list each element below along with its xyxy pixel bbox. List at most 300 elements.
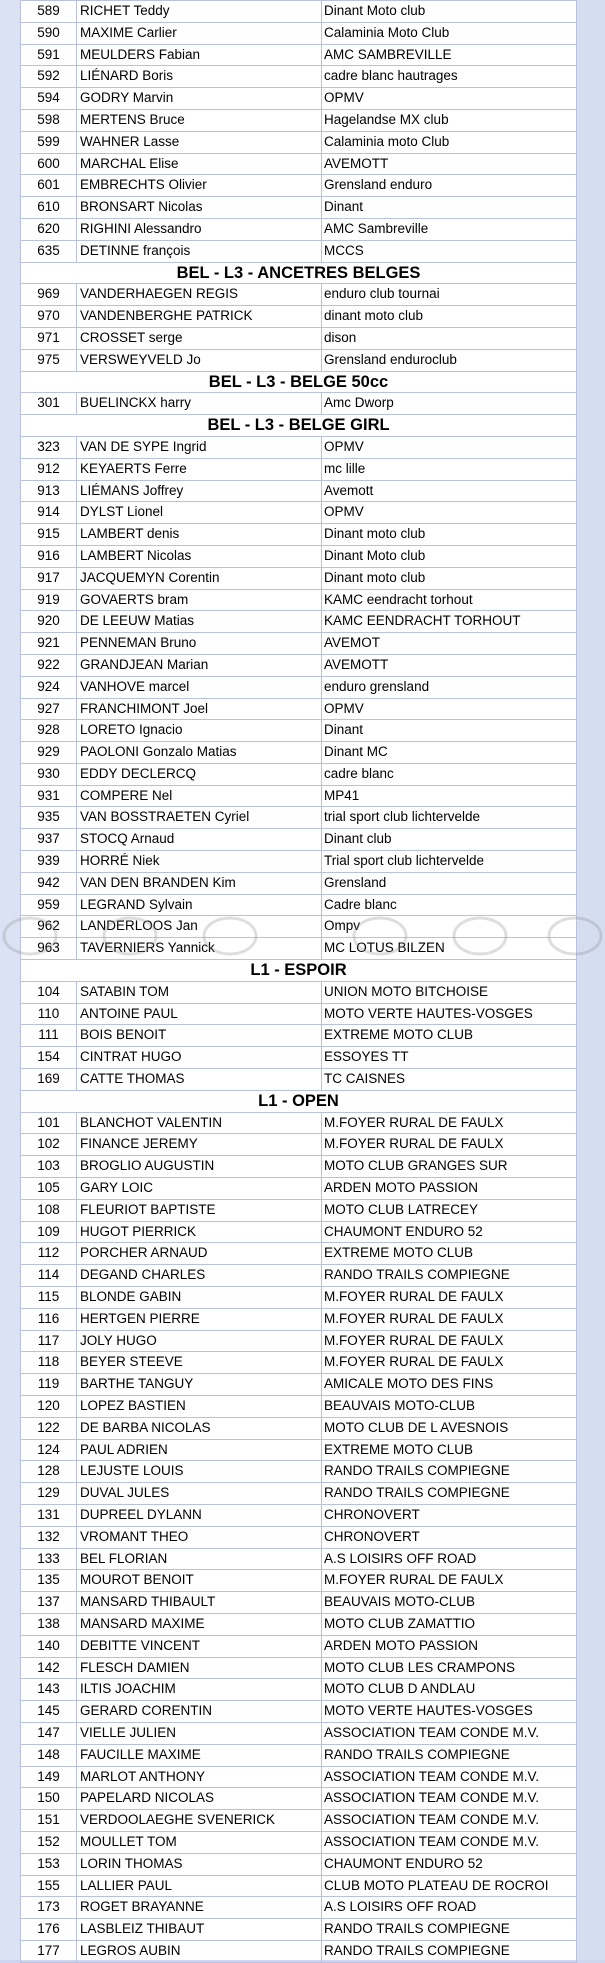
- table-row: [21, 872, 577, 894]
- rider-number: 598: [21, 109, 77, 131]
- rider-club: M.FOYER RURAL DE FAULX: [322, 1308, 577, 1330]
- rider-name: BEYER STEEVE: [77, 1352, 322, 1374]
- rider-name: VROMANT THEO: [77, 1526, 322, 1548]
- rider-club: Dinant: [322, 720, 577, 742]
- rider-club: AMC Sambreville: [322, 218, 577, 240]
- rider-number: 915: [21, 524, 77, 546]
- rider-number: 963: [21, 938, 77, 960]
- rider-name: BOIS BENOIT: [77, 1025, 322, 1047]
- rider-club: Cadre blanc: [322, 894, 577, 916]
- rider-club: M.FOYER RURAL DE FAULX: [322, 1570, 577, 1592]
- rider-number: 128: [21, 1461, 77, 1483]
- rider-name: LAMBERT Nicolas: [77, 545, 322, 567]
- table-row: [21, 1243, 577, 1265]
- table-row: [21, 1417, 577, 1439]
- rider-club: enduro club tournai: [322, 284, 577, 306]
- rider-club: A.S LOISIRS OFF ROAD: [322, 1548, 577, 1570]
- rider-club: M.FOYER RURAL DE FAULX: [322, 1330, 577, 1352]
- results-body: [21, 1, 577, 1963]
- table-row: [21, 1330, 577, 1352]
- rider-name: DUPREEL DYLANN: [77, 1504, 322, 1526]
- rider-number: 962: [21, 916, 77, 938]
- rider-name: VERDOOLAEGHE SVENERICK: [77, 1810, 322, 1832]
- rider-name: HERTGEN PIERRE: [77, 1308, 322, 1330]
- rider-number: 104: [21, 981, 77, 1003]
- rider-club: RANDO TRAILS COMPIEGNE: [322, 1461, 577, 1483]
- table-row: [21, 981, 577, 1003]
- rider-number: 601: [21, 175, 77, 197]
- table-row: [21, 1831, 577, 1853]
- rider-number: 153: [21, 1853, 77, 1875]
- table-row: [21, 1352, 577, 1374]
- rider-number: 920: [21, 611, 77, 633]
- rider-club: Dinant moto club: [322, 567, 577, 589]
- rider-club: MCCS: [322, 240, 577, 262]
- table-row: [21, 1003, 577, 1025]
- rider-club: dison: [322, 327, 577, 349]
- rider-name: ILTIS JOACHIM: [77, 1679, 322, 1701]
- table-row: [21, 327, 577, 349]
- rider-name: GARY LOIC: [77, 1178, 322, 1200]
- left-margin: [0, 0, 20, 1960]
- rider-number: 142: [21, 1657, 77, 1679]
- section-title: BEL - L3 - ANCETRES BELGES: [21, 262, 577, 284]
- rider-number: 151: [21, 1810, 77, 1832]
- rider-club: EXTREME MOTO CLUB: [322, 1243, 577, 1265]
- rider-name: VANDERHAEGEN REGIS: [77, 284, 322, 306]
- table-row: [21, 1548, 577, 1570]
- table-row: [21, 1156, 577, 1178]
- rider-club: RANDO TRAILS COMPIEGNE: [322, 1940, 577, 1962]
- table-row: [21, 1919, 577, 1941]
- table-row: [21, 1047, 577, 1069]
- rider-name: MANSARD MAXIME: [77, 1613, 322, 1635]
- rider-name: CATTE THOMAS: [77, 1069, 322, 1091]
- rider-club: MP41: [322, 785, 577, 807]
- rider-name: HORRÉ Niek: [77, 851, 322, 873]
- rider-club: Amc Dworp: [322, 393, 577, 415]
- rider-club: CHAUMONT ENDURO 52: [322, 1853, 577, 1875]
- table-row: [21, 1613, 577, 1635]
- rider-club: Dinant Moto club: [322, 545, 577, 567]
- table-row: [21, 589, 577, 611]
- rider-name: TAVERNIERS Yannick: [77, 938, 322, 960]
- table-row: [21, 1810, 577, 1832]
- rider-name: FRANCHIMONT Joel: [77, 698, 322, 720]
- rider-name: BEL FLORIAN: [77, 1548, 322, 1570]
- rider-club: RANDO TRAILS COMPIEGNE: [322, 1483, 577, 1505]
- rider-number: 119: [21, 1374, 77, 1396]
- rider-name: LORETO Ignacio: [77, 720, 322, 742]
- table-row: [21, 1221, 577, 1243]
- rider-club: BEAUVAIS MOTO-CLUB: [322, 1396, 577, 1418]
- rider-name: VANHOVE marcel: [77, 676, 322, 698]
- rider-club: Dinant moto club: [322, 524, 577, 546]
- rider-name: PORCHER ARNAUD: [77, 1243, 322, 1265]
- rider-number: 132: [21, 1526, 77, 1548]
- table-row: [21, 240, 577, 262]
- rider-name: BLONDE GABIN: [77, 1287, 322, 1309]
- table-row: [21, 131, 577, 153]
- rider-name: BROGLIO AUGUSTIN: [77, 1156, 322, 1178]
- rider-number: 970: [21, 306, 77, 328]
- rider-name: CINTRAT HUGO: [77, 1047, 322, 1069]
- table-row: [21, 807, 577, 829]
- rider-club: Grensland: [322, 872, 577, 894]
- rider-club: cadre blanc: [322, 763, 577, 785]
- table-row: [21, 1592, 577, 1614]
- rider-club: dinant moto club: [322, 306, 577, 328]
- rider-name: LORIN THOMAS: [77, 1853, 322, 1875]
- rider-name: BUELINCKX harry: [77, 393, 322, 415]
- section-header-row: [21, 371, 577, 393]
- rider-name: MOULLET TOM: [77, 1831, 322, 1853]
- rider-number: 971: [21, 327, 77, 349]
- rider-number: 928: [21, 720, 77, 742]
- rider-name: RIGHINI Alessandro: [77, 218, 322, 240]
- table-row: [21, 1069, 577, 1091]
- table-row: [21, 1853, 577, 1875]
- table-row: [21, 698, 577, 720]
- table-row: [21, 1657, 577, 1679]
- rider-club: UNION MOTO BITCHOISE: [322, 981, 577, 1003]
- rider-name: FAUCILLE MAXIME: [77, 1744, 322, 1766]
- rider-number: 101: [21, 1112, 77, 1134]
- table-row: [21, 1461, 577, 1483]
- section-title: BEL - L3 - BELGE GIRL: [21, 415, 577, 437]
- rider-number: 138: [21, 1613, 77, 1635]
- rider-name: BRONSART Nicolas: [77, 197, 322, 219]
- rider-name: LAMBERT denis: [77, 524, 322, 546]
- rider-number: 117: [21, 1330, 77, 1352]
- rider-number: 169: [21, 1069, 77, 1091]
- rider-club: Dinant MC: [322, 742, 577, 764]
- table-row: [21, 1134, 577, 1156]
- rider-club: MOTO VERTE HAUTES-VOSGES: [322, 1003, 577, 1025]
- rider-number: 937: [21, 829, 77, 851]
- rider-number: 111: [21, 1025, 77, 1047]
- table-row: [21, 1722, 577, 1744]
- table-row: [21, 44, 577, 66]
- rider-club: ASSOCIATION TEAM CONDE M.V.: [322, 1766, 577, 1788]
- rider-name: EDDY DECLERCQ: [77, 763, 322, 785]
- rider-number: 122: [21, 1417, 77, 1439]
- section-header-row: [21, 262, 577, 284]
- table-row: [21, 1178, 577, 1200]
- table-row: [21, 916, 577, 938]
- rider-club: OPMV: [322, 436, 577, 458]
- table-row: [21, 1570, 577, 1592]
- rider-number: 939: [21, 851, 77, 873]
- table-row: [21, 218, 577, 240]
- rider-club: OPMV: [322, 502, 577, 524]
- rider-number: 124: [21, 1439, 77, 1461]
- rider-name: DYLST Lionel: [77, 502, 322, 524]
- rider-name: LEGROS AUBIN: [77, 1940, 322, 1962]
- rider-number: 924: [21, 676, 77, 698]
- table-row: [21, 1504, 577, 1526]
- rider-name: LIÉNARD Boris: [77, 66, 322, 88]
- rider-name: VIELLE JULIEN: [77, 1722, 322, 1744]
- rider-name: FLEURIOT BAPTISTE: [77, 1199, 322, 1221]
- rider-name: DETINNE françois: [77, 240, 322, 262]
- rider-name: LOPEZ BASTIEN: [77, 1396, 322, 1418]
- right-margin: [577, 0, 605, 1960]
- rider-club: A.S LOISIRS OFF ROAD: [322, 1897, 577, 1919]
- rider-name: VAN DE SYPE Ingrid: [77, 436, 322, 458]
- rider-number: 118: [21, 1352, 77, 1374]
- rider-number: 917: [21, 567, 77, 589]
- rider-number: 975: [21, 349, 77, 371]
- rider-club: MOTO CLUB LATRECEY: [322, 1199, 577, 1221]
- rider-name: RICHET Teddy: [77, 1, 322, 23]
- table-row: [21, 545, 577, 567]
- rider-number: 589: [21, 1, 77, 23]
- rider-name: DEBITTE VINCENT: [77, 1635, 322, 1657]
- table-row: [21, 1788, 577, 1810]
- rider-number: 930: [21, 763, 77, 785]
- rider-club: M.FOYER RURAL DE FAULX: [322, 1134, 577, 1156]
- rider-club: ASSOCIATION TEAM CONDE M.V.: [322, 1831, 577, 1853]
- table-row: [21, 480, 577, 502]
- rider-club: AMICALE MOTO DES FINS: [322, 1374, 577, 1396]
- rider-club: EXTREME MOTO CLUB: [322, 1439, 577, 1461]
- rider-name: GOVAERTS bram: [77, 589, 322, 611]
- rider-club: trial sport club lichtervelde: [322, 807, 577, 829]
- table-row: [21, 1265, 577, 1287]
- rider-number: 149: [21, 1766, 77, 1788]
- rider-name: DE LEEUW Matias: [77, 611, 322, 633]
- rider-club: ARDEN MOTO PASSION: [322, 1178, 577, 1200]
- rider-number: 147: [21, 1722, 77, 1744]
- rider-number: 110: [21, 1003, 77, 1025]
- table-row: [21, 1875, 577, 1897]
- rider-number: 176: [21, 1919, 77, 1941]
- table-row: [21, 502, 577, 524]
- table-row: [21, 938, 577, 960]
- rider-number: 148: [21, 1744, 77, 1766]
- rider-number: 935: [21, 807, 77, 829]
- rider-club: AVEMOT: [322, 633, 577, 655]
- rider-name: LIÉMANS Joffrey: [77, 480, 322, 502]
- table-row: [21, 742, 577, 764]
- rider-number: 140: [21, 1635, 77, 1657]
- table-row: [21, 676, 577, 698]
- rider-number: 152: [21, 1831, 77, 1853]
- rider-number: 103: [21, 1156, 77, 1178]
- rider-number: 116: [21, 1308, 77, 1330]
- section-title: L1 - ESPOIR: [21, 960, 577, 982]
- rider-club: CHAUMONT ENDURO 52: [322, 1221, 577, 1243]
- rider-name: DUVAL JULES: [77, 1483, 322, 1505]
- rider-name: GRANDJEAN Marian: [77, 654, 322, 676]
- rider-number: 114: [21, 1265, 77, 1287]
- rider-name: LALLIER PAUL: [77, 1875, 322, 1897]
- rider-number: 591: [21, 44, 77, 66]
- rider-club: M.FOYER RURAL DE FAULX: [322, 1352, 577, 1374]
- rider-name: DEGAND CHARLES: [77, 1265, 322, 1287]
- section-title: BEL - L3 - BELGE 50cc: [21, 371, 577, 393]
- rider-number: 919: [21, 589, 77, 611]
- rider-name: SATABIN TOM: [77, 981, 322, 1003]
- rider-club: ESSOYES TT: [322, 1047, 577, 1069]
- table-row: [21, 349, 577, 371]
- table-row: [21, 1940, 577, 1962]
- table-row: [21, 763, 577, 785]
- rider-name: PAOLONI Gonzalo Matias: [77, 742, 322, 764]
- rider-name: COMPERE Nel: [77, 785, 322, 807]
- rider-number: 145: [21, 1701, 77, 1723]
- rider-club: ASSOCIATION TEAM CONDE M.V.: [322, 1788, 577, 1810]
- table-row: [21, 851, 577, 873]
- rider-club: RANDO TRAILS COMPIEGNE: [322, 1919, 577, 1941]
- rider-name: MERTENS Bruce: [77, 109, 322, 131]
- rider-name: LEGRAND Sylvain: [77, 894, 322, 916]
- rider-name: BLANCHOT VALENTIN: [77, 1112, 322, 1134]
- rider-number: 929: [21, 742, 77, 764]
- rider-club: OPMV: [322, 88, 577, 110]
- table-row: [21, 1701, 577, 1723]
- section-header-row: [21, 1090, 577, 1112]
- table-row: [21, 66, 577, 88]
- rider-number: 912: [21, 458, 77, 480]
- rider-name: GODRY Marvin: [77, 88, 322, 110]
- table-row: [21, 1112, 577, 1134]
- rider-number: 155: [21, 1875, 77, 1897]
- results-table: [20, 0, 577, 1963]
- table-row: [21, 1526, 577, 1548]
- table-row: [21, 197, 577, 219]
- rider-number: 135: [21, 1570, 77, 1592]
- rider-number: 177: [21, 1940, 77, 1962]
- rider-number: 942: [21, 872, 77, 894]
- rider-club: Dinant club: [322, 829, 577, 851]
- rider-club: enduro grensland: [322, 676, 577, 698]
- rider-number: 610: [21, 197, 77, 219]
- rider-number: 323: [21, 436, 77, 458]
- section-header-row: [21, 415, 577, 437]
- table-row: [21, 175, 577, 197]
- rider-number: 105: [21, 1178, 77, 1200]
- rider-name: CROSSET serge: [77, 327, 322, 349]
- rider-club: MOTO CLUB D ANDLAU: [322, 1679, 577, 1701]
- rider-number: 137: [21, 1592, 77, 1614]
- rider-club: AMC SAMBREVILLE: [322, 44, 577, 66]
- rider-club: Grensland enduroclub: [322, 349, 577, 371]
- rider-club: MOTO CLUB GRANGES SUR: [322, 1156, 577, 1178]
- rider-club: Hagelandse MX club: [322, 109, 577, 131]
- rider-number: 112: [21, 1243, 77, 1265]
- rider-name: VERSWEYVELD Jo: [77, 349, 322, 371]
- rider-club: AVEMOTT: [322, 654, 577, 676]
- rider-club: Ompv: [322, 916, 577, 938]
- rider-name: JOLY HUGO: [77, 1330, 322, 1352]
- rider-name: KEYAERTS Ferre: [77, 458, 322, 480]
- rider-number: 600: [21, 153, 77, 175]
- table-row: [21, 1025, 577, 1047]
- rider-name: MANSARD THIBAULT: [77, 1592, 322, 1614]
- table-row: [21, 1396, 577, 1418]
- rider-number: 914: [21, 502, 77, 524]
- rider-number: 620: [21, 218, 77, 240]
- rider-name: VAN BOSSTRAETEN Cyriel: [77, 807, 322, 829]
- rider-name: WAHNER Lasse: [77, 131, 322, 153]
- rider-club: BEAUVAIS MOTO-CLUB: [322, 1592, 577, 1614]
- rider-number: 108: [21, 1199, 77, 1221]
- table-row: [21, 1744, 577, 1766]
- rider-name: FINANCE JEREMY: [77, 1134, 322, 1156]
- rider-club: KAMC EENDRACHT TORHOUT: [322, 611, 577, 633]
- rider-club: mc lille: [322, 458, 577, 480]
- rider-name: JACQUEMYN Corentin: [77, 567, 322, 589]
- rider-name: PAUL ADRIEN: [77, 1439, 322, 1461]
- table-row: [21, 1287, 577, 1309]
- rider-name: STOCQ Arnaud: [77, 829, 322, 851]
- rider-number: 916: [21, 545, 77, 567]
- rider-number: 150: [21, 1788, 77, 1810]
- rider-name: ANTOINE PAUL: [77, 1003, 322, 1025]
- section-title: L1 - OPEN: [21, 1090, 577, 1112]
- rider-number: 959: [21, 894, 77, 916]
- rider-club: KAMC eendracht torhout: [322, 589, 577, 611]
- rider-club: Grensland enduro: [322, 175, 577, 197]
- rider-number: 173: [21, 1897, 77, 1919]
- rider-number: 143: [21, 1679, 77, 1701]
- rider-club: RANDO TRAILS COMPIEGNE: [322, 1744, 577, 1766]
- table-row: [21, 1635, 577, 1657]
- rider-club: M.FOYER RURAL DE FAULX: [322, 1112, 577, 1134]
- rider-club: Avemott: [322, 480, 577, 502]
- rider-club: ASSOCIATION TEAM CONDE M.V.: [322, 1810, 577, 1832]
- rider-club: ASSOCIATION TEAM CONDE M.V.: [322, 1722, 577, 1744]
- table-row: [21, 109, 577, 131]
- table-row: [21, 1766, 577, 1788]
- rider-number: 592: [21, 66, 77, 88]
- rider-number: 102: [21, 1134, 77, 1156]
- rider-number: 599: [21, 131, 77, 153]
- rider-name: MARLOT ANTHONY: [77, 1766, 322, 1788]
- rider-name: LEJUSTE LOUIS: [77, 1461, 322, 1483]
- rider-number: 635: [21, 240, 77, 262]
- rider-club: MOTO CLUB LES CRAMPONS: [322, 1657, 577, 1679]
- table-row: [21, 306, 577, 328]
- rider-club: MOTO CLUB DE L AVESNOIS: [322, 1417, 577, 1439]
- rider-club: ARDEN MOTO PASSION: [322, 1635, 577, 1657]
- table-row: [21, 284, 577, 306]
- table-row: [21, 1483, 577, 1505]
- rider-name: LASBLEIZ THIBAUT: [77, 1919, 322, 1941]
- rider-number: 922: [21, 654, 77, 676]
- rider-club: Dinant Moto club: [322, 1, 577, 23]
- table-row: [21, 1439, 577, 1461]
- rider-number: 913: [21, 480, 77, 502]
- rider-club: RANDO TRAILS COMPIEGNE: [322, 1265, 577, 1287]
- rider-club: CHRONOVERT: [322, 1504, 577, 1526]
- rider-club: OPMV: [322, 698, 577, 720]
- rider-number: 115: [21, 1287, 77, 1309]
- rider-name: DE BARBA NICOLAS: [77, 1417, 322, 1439]
- table-row: [21, 720, 577, 742]
- rider-club: Calaminia moto Club: [322, 131, 577, 153]
- rider-name: HUGOT PIERRICK: [77, 1221, 322, 1243]
- rider-name: ROGET BRAYANNE: [77, 1897, 322, 1919]
- rider-number: 133: [21, 1548, 77, 1570]
- table-row: [21, 1374, 577, 1396]
- rider-number: 594: [21, 88, 77, 110]
- rider-name: VAN DEN BRANDEN Kim: [77, 872, 322, 894]
- table-row: [21, 894, 577, 916]
- rider-number: 131: [21, 1504, 77, 1526]
